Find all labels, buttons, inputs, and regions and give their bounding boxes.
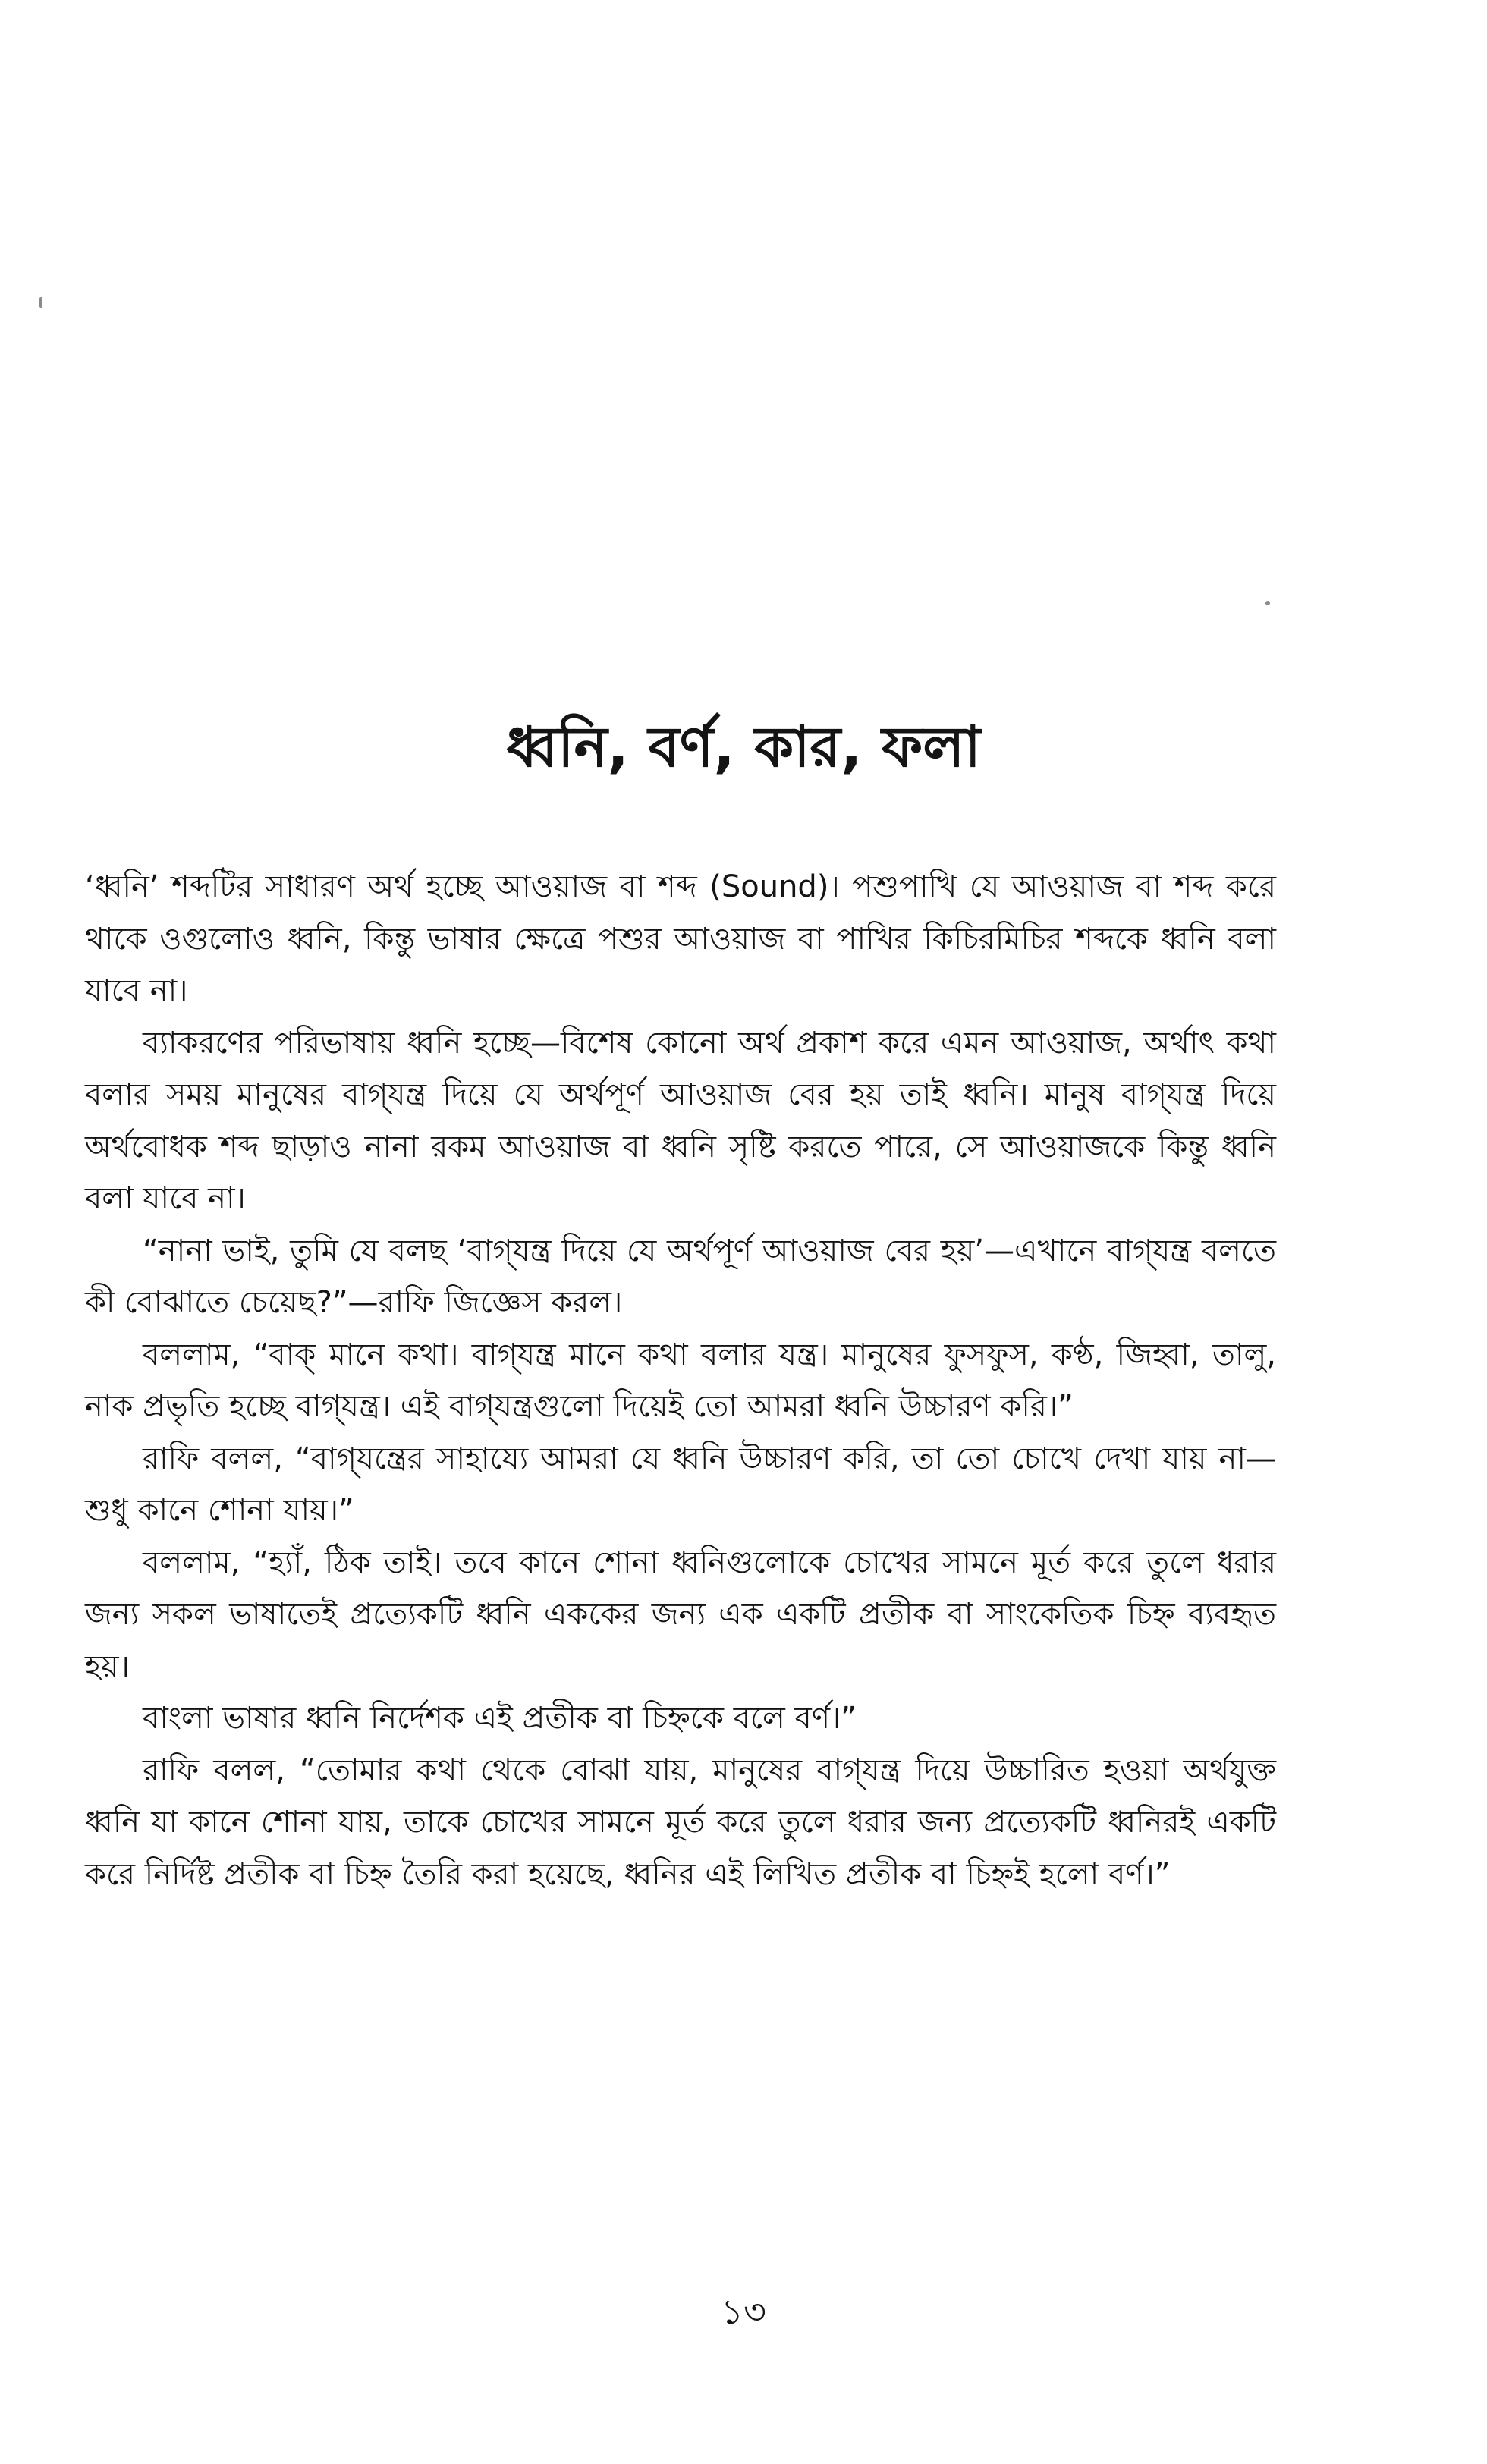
paragraph: বাংলা ভাষার ধ্বনি নির্দেশক এই প্রতীক বা চিহ্নকে বলে বর্ণ।” — [143, 1701, 857, 1736]
paragraph: বললাম, “বাক্ মানে কথা। বাগ্‌যন্ত্র মানে কথা বলার যন্ত্র। মানুষের ফুসফুস, কণ্ঠ, জিহ্বা, তালু, নাক প্রভৃতি হচ্ছে বাগ্‌যন্ত্র। এই বাগ্‌যন্ত্রগুলো দিয়েই তো আমরা ধ্বনি উচ্চারণ করি।” — [85, 1337, 1276, 1424]
paragraph: বললাম, “হ্যাঁ, ঠিক তাই। তবে কানে শোনা ধ্বনিগুলোকে চোখের সামনে মূর্ত করে তুলে ধরার জন্য সকল ভাষাতেই প্রত্যেকটি ধ্বনি এককের জন্য এক একটি প্রতীক বা সাংকেতিক চিহ্ন ব্যবহৃত হয়। — [85, 1545, 1276, 1684]
paragraph: রাফি বলল, “তোমার কথা থেকে বোঝা যায়, মানুষের বাগ্‌যন্ত্র দিয়ে উচ্চারিত হওয়া অর্থযুক্ত ধ্বনি যা কানে শোনা যায়, তাকে চোখের সামনে মূর্ত করে তুলে ধরার জন্য প্রত্যেকটি ধ্বনিরই একটি করে নির্দিষ্ট প্রতীক বা চিহ্ন তৈরি করা হয়েছে, ধ্বনির এই লিখিত প্রতীক বা চিহ্নই হলো বর্ণ।” — [85, 1752, 1276, 1892]
page-number: ১৩ — [721, 2291, 766, 2332]
chapter-title: ধ্বনি, বর্ণ, কার, ফলা — [506, 715, 981, 780]
paragraph: ব্যাকরণের পরিভাষায় ধ্বনি হচ্ছে—বিশেষ কোনো অর্থ প্রকাশ করে এমন আওয়াজ, অর্থাৎ কথা বলার সময় মানুষের বাগ্‌যন্ত্র দিয়ে যে অর্থপূর্ণ আওয়াজ বের হয় তাই ধ্বনি। মানুষ বাগ্‌যন্ত্র দিয়ে অর্থবোধক শব্দ ছাড়াও নানা রকম আওয়াজ বা ধ্বনি সৃষ্টি করতে পারে, সে আওয়াজকে কিন্তু ধ্বনি বলা যাবে না। — [85, 1025, 1276, 1216]
paragraph: রাফি বলল, “বাগ্‌যন্ত্রের সাহায্যে আমরা যে ধ্বনি উচ্চারণ করি, তা তো চোখে দেখা যায় না—শুধু কানে শোনা যায়।” — [85, 1441, 1276, 1528]
scan-speck — [1265, 601, 1270, 605]
scan-speck — [39, 297, 42, 308]
body-text — [85, 861, 1276, 1900]
paragraph: “নানা ভাই, তুমি যে বলছ ‘বাগ্‌যন্ত্র দিয়ে যে অর্থপূর্ণ আওয়াজ বের হয়’—এখানে বাগ্‌যন্ত্র বলতে কী বোঝাতে চেয়েছ?”—রাফি জিজ্ঞেস করল। — [85, 1233, 1276, 1320]
paragraph: ‘ধ্বনি’ শব্দটির সাধারণ অর্থ হচ্ছে আওয়াজ বা শব্দ (Sound)। পশুপাখি যে আওয়াজ বা শব্দ করে থাকে ওগুলোও ধ্বনি, কিন্তু ভাষার ক্ষেত্রে পশুর আওয়াজ বা পাখির কিচিরমিচির শব্দকে ধ্বনি বলা যাবে না। — [85, 869, 1276, 1008]
